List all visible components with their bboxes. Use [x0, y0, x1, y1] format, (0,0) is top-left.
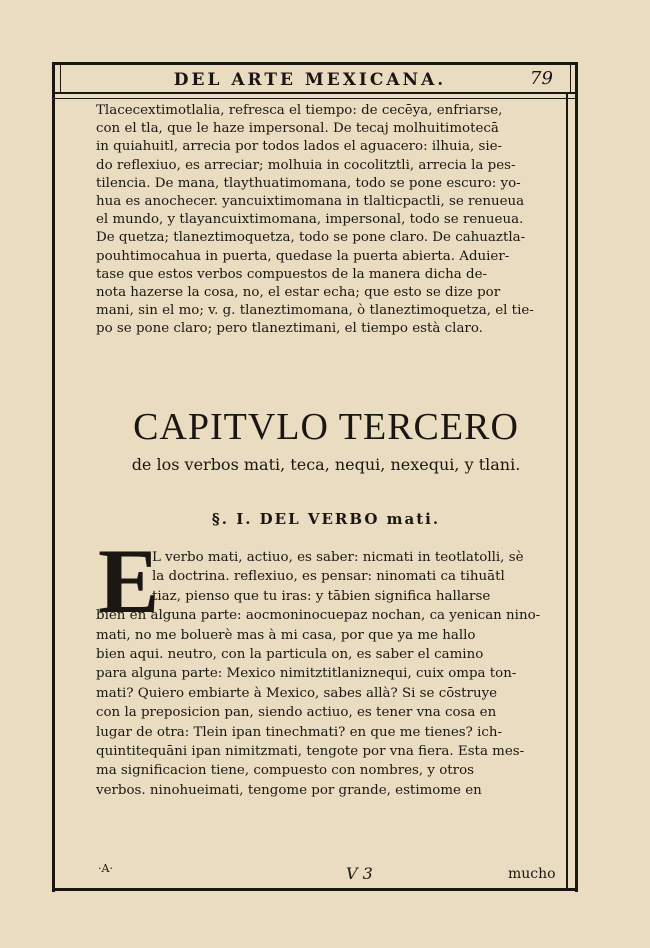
para-line: mati, no me boluerè mas à mi casa, por que ya me hallo [96, 627, 476, 643]
body-line: pouhtimocahua in puerta, quedase la puerta abierta. Aduier- [96, 248, 510, 264]
running-head: DEL ARTE MEXICANA. [173, 70, 447, 90]
body-line: De quetza; tlaneztimoquetza, todo se pone claro. De cahuaztla- [96, 230, 526, 246]
para-line: quintitequāni ipan nimitzmati, tengote por vna fiera. Esta mes- [96, 744, 525, 760]
body-line: mani, sin el mo; v. g. tlaneztimomana, ò tlaneztimoquetza, el tie- [96, 303, 534, 319]
para-line: bien en alguna parte: aocmoninocuepaz nochan, ca yenican nino- [96, 608, 541, 624]
header-rule-thin [52, 98, 578, 99]
body-text [96, 102, 560, 339]
header-left-rule [60, 62, 61, 94]
footer-mark: ·A· [98, 862, 113, 875]
para-line: mati? Quiero embiarte à Mexico, sabes allà? Si se cōstruye [96, 685, 498, 701]
body-line: con el tla, que le haze impersonal. De tecaj molhuitimotecā [96, 121, 499, 137]
header-right-rule [570, 62, 571, 94]
para-line: la doctrina. reflexiuo, es pensar: ninomati ca tihuātl [152, 569, 505, 585]
para-line: con la preposicion pan, siendo actiuo, es tener vna cosa en [96, 705, 497, 721]
para-line: ma significacion tiene, compuesto con nombres, y otros [96, 763, 475, 779]
bottom-rule [52, 888, 578, 891]
body-line: Tlacecextimotlalia, refresca el tiempo: de cecēya, enfriarse, [96, 103, 503, 118]
chapter-title: CAPITVLO TERCERO [133, 406, 519, 448]
para-line: tiaz, pienso que tu iras: y tābien significa hallarse [152, 588, 491, 604]
para-line: L verbo mati, actiuo, es saber: nicmati in teotlatolli, sè [152, 550, 524, 565]
body-line: po se pone claro; pero tlaneztimani, el tiempo està claro. [96, 321, 483, 337]
body-line: nota hazerse la cosa, no, el estar echa; que esto se dize por [96, 285, 501, 301]
drop-cap: E [98, 530, 160, 632]
body-line: in quiahuitl, arrecia por todos lados el aguacero: ilhuia, sie- [96, 139, 503, 155]
signature-mark: V 3 [346, 864, 373, 883]
body-line: hua es anochecer. yancuixtimomana in tlalticpactli, se renueua [96, 194, 525, 210]
para-line: para alguna parte: Mexico nimitztitlaniznequi, cuix ompa ton- [96, 666, 517, 682]
body-line: tase que estos verbos compuestos de la manera dicha de- [96, 266, 488, 282]
inner-right-rule [566, 94, 568, 890]
header-rule [52, 92, 578, 94]
section-heading: §. I. DEL VERBO mati. [211, 510, 441, 528]
body-line: tilencia. De mana, tlaythuatimomana, todo se pone escuro: yo- [96, 175, 521, 191]
chapter-subtitle: de los verbos mati, teca, nequi, nexequi, y tlani. [131, 455, 521, 474]
para-line: verbos. ninohueimati, tengome por grande, estimome en [96, 782, 482, 798]
body-line: do reflexiuo, es arreciar; molhuia in cocolitztli, arrecia la pes- [96, 157, 516, 173]
catchword: mucho [508, 866, 556, 882]
para-line: bien aqui. neutro, con la particula on, es saber el camino [96, 647, 484, 663]
para-line: lugar de otra: Tlein ipan tinechmati? en que me tienes? ich- [96, 724, 503, 740]
body-line: el mundo, y tlayancuixtimomana, impersonal, todo se renueua. [96, 212, 524, 228]
top-rule [52, 62, 578, 65]
section-paragraph [96, 548, 562, 800]
page-number: 79 [530, 68, 553, 89]
